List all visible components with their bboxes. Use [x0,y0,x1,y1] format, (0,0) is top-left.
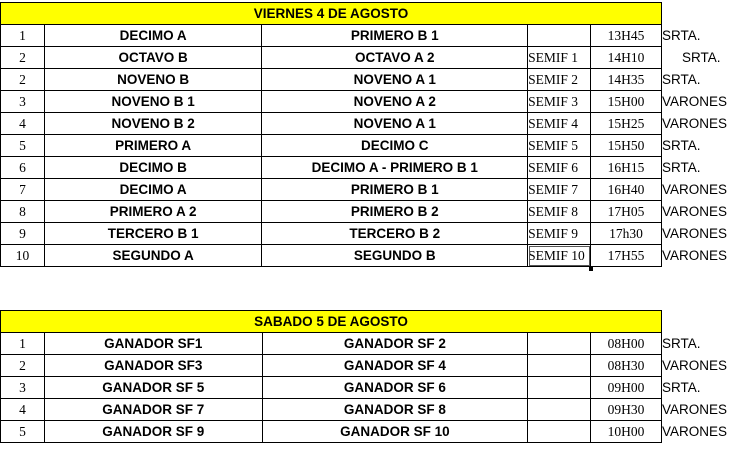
match-number-cell[interactable]: 2 [1,355,45,377]
category-cell[interactable]: VARONES [661,204,727,219]
category-cell[interactable]: VARONES [661,248,727,263]
round-cell[interactable]: SEMIF 4 [528,113,591,135]
category-cell[interactable]: SRTA. [661,138,701,153]
home-team-cell[interactable]: GANADOR SF 5 [44,377,262,399]
time-cell[interactable]: 17h30 [591,223,662,245]
category-cell[interactable]: SRTA. [661,380,701,395]
category-cell[interactable]: VARONES [661,226,727,241]
friday-schedule-table [0,2,733,267]
table-row [1,421,733,443]
category-cell[interactable]: VARONES [661,182,727,197]
friday-title-row [1,3,733,25]
away-team-cell[interactable]: NOVENO A 1 [262,69,528,91]
away-team-cell[interactable]: GANADOR SF 4 [262,355,528,377]
time-cell[interactable]: 17H05 [591,201,662,223]
saturday-title-row [1,311,733,333]
round-cell[interactable] [528,377,591,399]
home-team-cell[interactable]: SEGUNDO A [44,245,262,267]
table-row [1,69,733,91]
time-cell[interactable]: 15H50 [591,135,662,157]
category-cell[interactable]: SRTA. [661,160,701,175]
table-row [1,399,733,421]
away-team-cell[interactable]: GANADOR SF 6 [262,377,528,399]
category-cell[interactable]: VARONES [661,358,727,373]
away-team-cell[interactable]: PRIMERO B 2 [262,201,528,223]
away-team-cell[interactable]: GANADOR SF 2 [262,333,528,355]
match-number-cell[interactable]: 3 [1,91,45,113]
time-cell[interactable]: 14H35 [591,69,662,91]
away-team-cell[interactable]: OCTAVO A 2 [262,47,528,69]
category-cell[interactable]: VARONES [661,424,727,439]
away-team-cell[interactable]: PRIMERO B 1 [262,25,528,47]
round-cell[interactable] [528,421,591,443]
match-number-cell[interactable]: 4 [1,113,45,135]
time-cell[interactable]: 16H15 [591,157,662,179]
round-cell[interactable]: SEMIF 9 [528,223,591,245]
home-team-cell[interactable]: GANADOR SF 9 [44,421,262,443]
round-cell[interactable] [528,333,591,355]
category-cell[interactable]: VARONES [661,116,727,131]
match-number-cell[interactable]: 5 [1,421,45,443]
category-cell[interactable]: SRTA. [661,72,701,87]
table-row [1,223,733,245]
away-team-cell[interactable]: NOVENO A 2 [262,91,528,113]
table-row [1,355,733,377]
away-team-cell[interactable]: GANADOR SF 10 [262,421,528,443]
home-team-cell[interactable]: PRIMERO A 2 [44,201,262,223]
home-team-cell[interactable]: DECIMO B [44,157,262,179]
time-cell[interactable]: 15H00 [591,91,662,113]
round-cell[interactable]: SEMIF 7 [528,179,591,201]
home-team-cell[interactable]: GANADOR SF 7 [44,399,262,421]
match-number-cell[interactable]: 7 [1,179,45,201]
home-team-cell[interactable]: NOVENO B 1 [44,91,262,113]
away-team-cell[interactable]: NOVENO A 1 [262,113,528,135]
round-cell[interactable]: SEMIF 2 [528,69,591,91]
round-cell[interactable]: SEMIF 3 [528,91,591,113]
time-cell[interactable]: 13H45 [591,25,662,47]
match-number-cell[interactable]: 3 [1,377,45,399]
table-row [1,113,733,135]
table-row [1,377,733,399]
fill-handle[interactable] [589,267,593,271]
table-row [1,91,733,113]
time-cell[interactable]: 08H00 [591,333,662,355]
time-cell[interactable]: 14H10 [591,47,662,69]
match-number-cell[interactable]: 9 [1,223,45,245]
category-cell[interactable]: VARONES [661,94,727,109]
match-number-cell[interactable]: 6 [1,157,45,179]
match-number-cell[interactable]: 1 [1,25,45,47]
category-cell[interactable]: SRTA. [661,28,701,43]
category-cell[interactable]: SRTA. [681,50,721,65]
round-cell[interactable]: SEMIF 6 [528,157,591,179]
round-cell[interactable] [528,399,591,421]
away-team-cell[interactable]: TERCERO B 2 [262,223,528,245]
away-team-cell[interactable]: DECIMO A - PRIMERO B 1 [262,157,528,179]
round-cell[interactable]: SEMIF 1 [528,47,591,69]
match-number-cell[interactable]: 2 [1,69,45,91]
round-cell[interactable]: SEMIF 8 [528,201,591,223]
away-team-cell[interactable]: SEGUNDO B [262,245,528,267]
home-team-cell[interactable]: DECIMO A [44,25,262,47]
time-cell[interactable]: 17H55 [591,245,662,267]
home-team-cell[interactable]: GANADOR SF3 [44,355,262,377]
time-cell[interactable]: 08H30 [591,355,662,377]
match-number-cell[interactable]: 8 [1,201,45,223]
table-row [1,47,733,69]
match-number-cell[interactable]: 10 [1,245,45,267]
match-number-cell[interactable]: 2 [1,47,45,69]
table-row [1,135,733,157]
table-row [1,245,733,267]
away-team-cell[interactable]: GANADOR SF 8 [262,399,528,421]
round-cell[interactable]: SEMIF 5 [528,135,591,157]
table-row [1,25,733,47]
saturday-schedule-table [0,310,733,443]
saturday-title[interactable]: SABADO 5 DE AGOSTO [1,311,662,333]
table-row [1,179,733,201]
away-team-cell[interactable]: DECIMO C [262,135,528,157]
home-team-cell[interactable]: PRIMERO A [44,135,262,157]
home-team-cell[interactable]: DECIMO A [44,179,262,201]
match-number-cell[interactable]: 4 [1,399,45,421]
home-team-cell[interactable]: NOVENO B [44,69,262,91]
home-team-cell[interactable]: GANADOR SF1 [44,333,262,355]
time-cell[interactable]: 09H30 [591,399,662,421]
category-cell[interactable]: VARONES [661,402,727,417]
table-row [1,333,733,355]
time-cell[interactable]: 09H00 [591,377,662,399]
time-cell[interactable]: 10H00 [591,421,662,443]
time-cell[interactable]: 16H40 [591,179,662,201]
round-cell[interactable]: SEMIF 10 [528,245,591,267]
away-team-cell[interactable]: PRIMERO B 1 [262,179,528,201]
category-cell[interactable]: SRTA. [661,336,701,351]
home-team-cell[interactable]: OCTAVO B [44,47,262,69]
match-number-cell[interactable]: 5 [1,135,45,157]
table-row [1,201,733,223]
table-row [1,157,733,179]
friday-title[interactable]: VIERNES 4 DE AGOSTO [1,3,662,25]
round-cell[interactable] [528,25,591,47]
home-team-cell[interactable]: TERCERO B 1 [44,223,262,245]
round-cell[interactable] [528,355,591,377]
match-number-cell[interactable]: 1 [1,333,45,355]
home-team-cell[interactable]: NOVENO B 2 [44,113,262,135]
time-cell[interactable]: 15H25 [591,113,662,135]
